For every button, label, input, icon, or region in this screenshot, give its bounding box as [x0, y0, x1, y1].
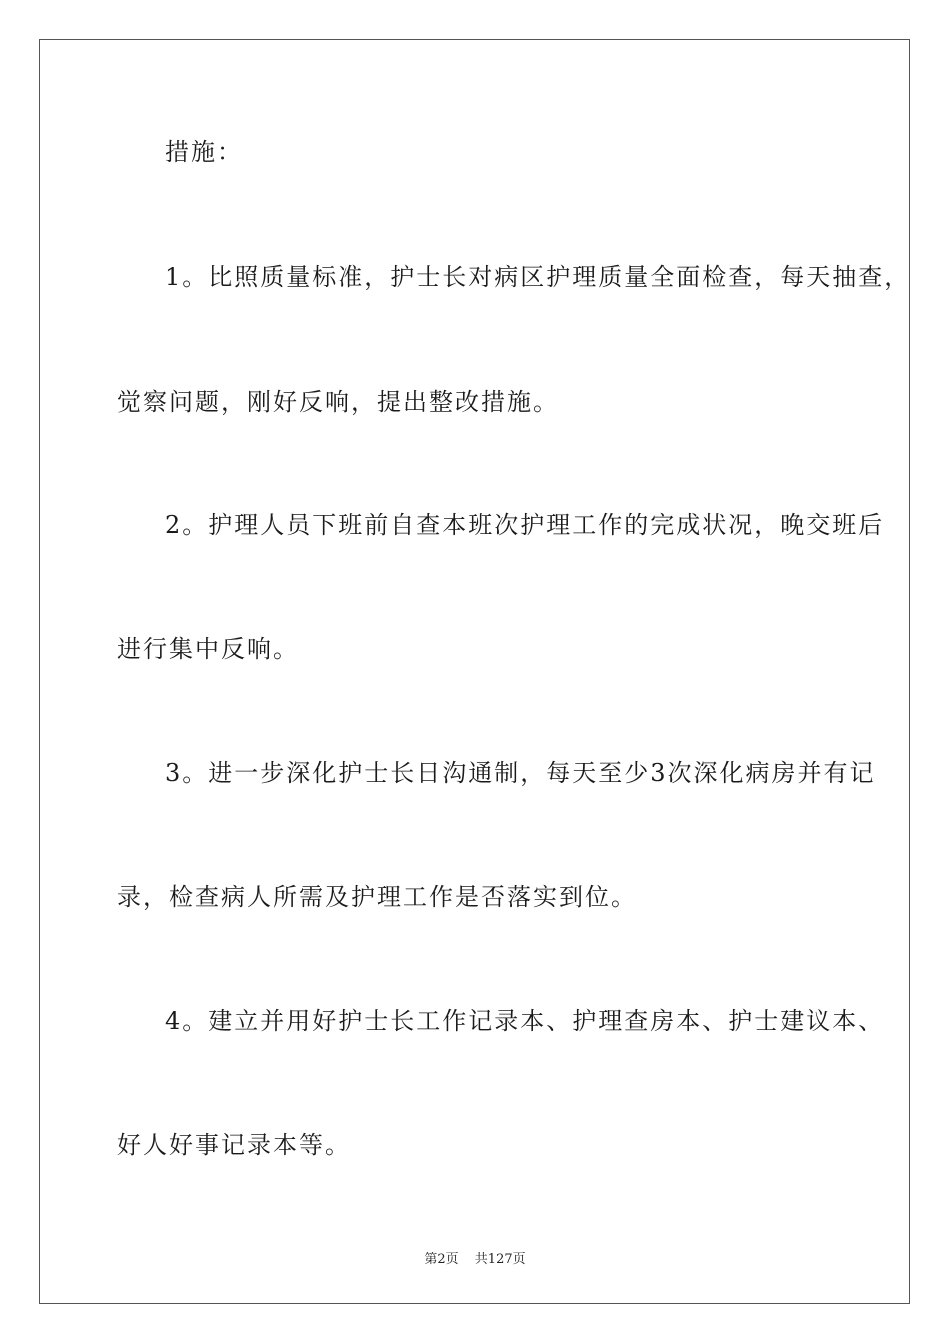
paragraph-line: 觉察问题，刚好反响，提出整改措施。: [117, 388, 559, 416]
total-pages: 共127页: [474, 1252, 526, 1267]
paragraph-line: 1。比照质量标准，护士长对病区护理质量全面检查，每天抽查，: [165, 263, 911, 291]
paragraph-line: 好人好事记录本等。: [117, 1131, 351, 1159]
paragraph-line: 4。建立并用好护士长工作记录本、护理查房本、护士建议本、: [165, 1007, 885, 1035]
paragraph-line: 3。进一步深化护士长日沟通制，每天至少3次深化病房并有记: [165, 759, 876, 787]
paragraph-line: 2。护理人员下班前自查本班次护理工作的完成状况，晚交班后: [165, 511, 885, 539]
paragraph-line: 录，检查病人所需及护理工作是否落实到位。: [117, 883, 637, 911]
paragraph-line: 进行集中反响。: [117, 635, 299, 663]
page-footer: [0, 1248, 950, 1267]
page-number: 第2页: [424, 1252, 459, 1267]
page-frame: [39, 39, 910, 1304]
section-heading: 措施：: [165, 138, 243, 166]
